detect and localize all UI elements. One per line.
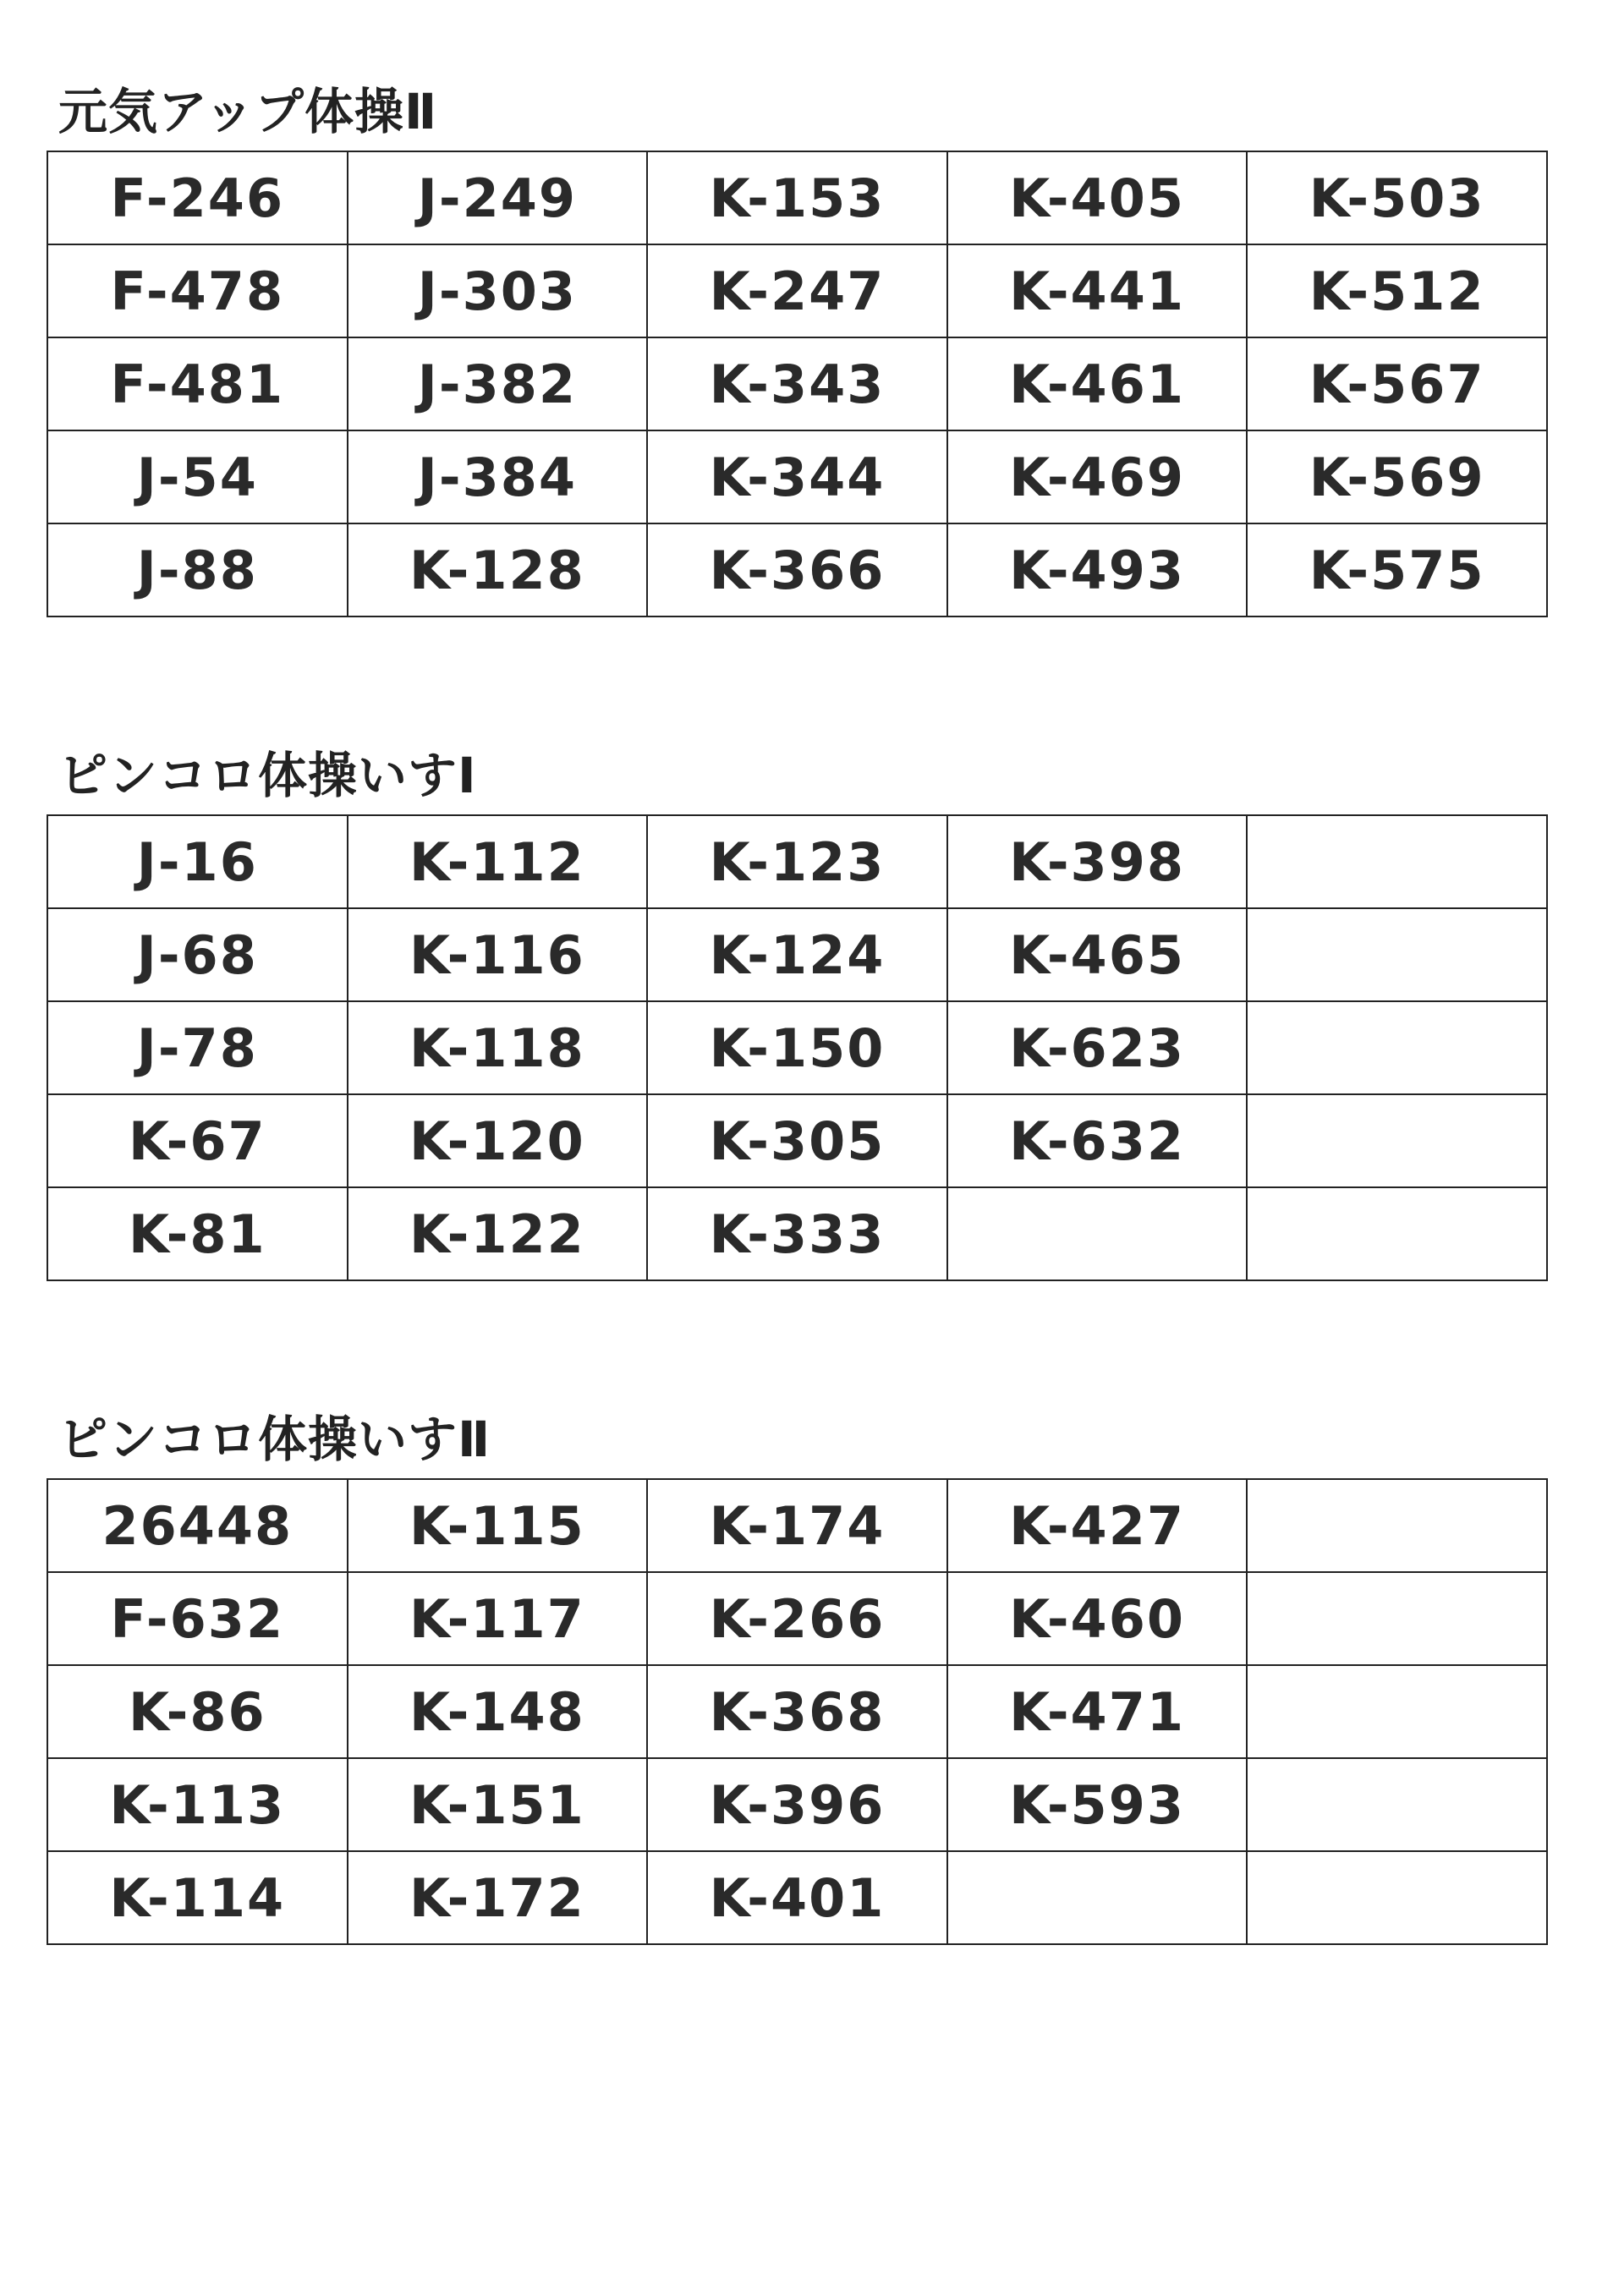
table-cell: K-114	[47, 1851, 348, 1944]
section-title: ピンコロ体操いすⅡ	[58, 1411, 491, 1468]
table-cell	[1247, 1572, 1547, 1665]
code-table	[47, 814, 1548, 1281]
table-cell: K-120	[348, 1094, 648, 1187]
table-cell: K-343	[647, 337, 947, 430]
table-cell: K-398	[947, 815, 1248, 908]
table-cell: K-247	[647, 244, 947, 337]
table-cell: K-81	[47, 1187, 348, 1280]
table-row	[47, 244, 1547, 337]
table-cell: K-632	[947, 1094, 1248, 1187]
section-title: ピンコロ体操いすⅠ	[58, 747, 477, 804]
table-cell	[1247, 1758, 1547, 1851]
table-cell	[1247, 908, 1547, 1001]
table-cell: K-266	[647, 1572, 947, 1665]
table-cell: K-113	[47, 1758, 348, 1851]
table-cell: K-623	[947, 1001, 1248, 1094]
table-cell: F-246	[47, 151, 348, 244]
table-cell: J-303	[348, 244, 648, 337]
table-cell: K-567	[1247, 337, 1547, 430]
table-row	[47, 430, 1547, 523]
table-cell: K-115	[348, 1479, 648, 1572]
table-cell: K-465	[947, 908, 1248, 1001]
table-cell: K-123	[647, 815, 947, 908]
table-cell: K-116	[348, 908, 648, 1001]
table-cell	[947, 1187, 1248, 1280]
table-cell: J-384	[348, 430, 648, 523]
table-cell: K-148	[348, 1665, 648, 1758]
table-cell: K-427	[947, 1479, 1248, 1572]
table-cell: K-67	[47, 1094, 348, 1187]
table-cell	[1247, 1094, 1547, 1187]
table-cell: J-88	[47, 523, 348, 616]
table-cell: J-249	[348, 151, 648, 244]
table-row	[47, 1001, 1547, 1094]
table-cell: K-118	[348, 1001, 648, 1094]
table-cell: J-78	[47, 1001, 348, 1094]
table-cell: K-153	[647, 151, 947, 244]
table-cell: K-405	[947, 151, 1248, 244]
table-cell: K-124	[647, 908, 947, 1001]
table-cell	[947, 1851, 1248, 1944]
table-cell: K-151	[348, 1758, 648, 1851]
table-row	[47, 151, 1547, 244]
table-row	[47, 1665, 1547, 1758]
table-cell: K-174	[647, 1479, 947, 1572]
table-cell	[1247, 1187, 1547, 1280]
table-row	[47, 1758, 1547, 1851]
table-cell: K-593	[947, 1758, 1248, 1851]
table-cell: K-441	[947, 244, 1248, 337]
table-cell: K-469	[947, 430, 1248, 523]
table-row	[47, 523, 1547, 616]
table-row	[47, 337, 1547, 430]
table-cell	[1247, 1851, 1547, 1944]
table-row	[47, 1479, 1547, 1572]
table-cell: K-150	[647, 1001, 947, 1094]
table-cell: K-401	[647, 1851, 947, 1944]
table-cell: K-305	[647, 1094, 947, 1187]
table-cell: K-512	[1247, 244, 1547, 337]
table-cell: K-471	[947, 1665, 1248, 1758]
table-cell: K-461	[947, 337, 1248, 430]
table-cell: K-493	[947, 523, 1248, 616]
table-row	[47, 908, 1547, 1001]
table-cell: K-569	[1247, 430, 1547, 523]
table-cell: K-503	[1247, 151, 1547, 244]
table-cell: K-344	[647, 430, 947, 523]
table-cell	[1247, 1001, 1547, 1094]
table-cell: J-54	[47, 430, 348, 523]
table-cell: F-632	[47, 1572, 348, 1665]
table-cell: K-122	[348, 1187, 648, 1280]
table-cell	[1247, 1479, 1547, 1572]
table-cell	[1247, 1665, 1547, 1758]
table-cell: J-16	[47, 815, 348, 908]
table-cell: 26448	[47, 1479, 348, 1572]
table-row	[47, 815, 1547, 908]
table-cell: K-366	[647, 523, 947, 616]
table-cell: K-172	[348, 1851, 648, 1944]
table-cell	[1247, 815, 1547, 908]
table-row	[47, 1094, 1547, 1187]
table-cell: K-128	[348, 523, 648, 616]
section-title: 元気アップ体操Ⅱ	[58, 83, 438, 140]
table-cell: K-368	[647, 1665, 947, 1758]
table-cell: J-382	[348, 337, 648, 430]
table-cell: F-478	[47, 244, 348, 337]
table-cell: K-86	[47, 1665, 348, 1758]
table-row	[47, 1572, 1547, 1665]
table-row	[47, 1187, 1547, 1280]
code-table	[47, 1478, 1548, 1945]
table-cell: K-575	[1247, 523, 1547, 616]
table-cell: J-68	[47, 908, 348, 1001]
table-cell: K-396	[647, 1758, 947, 1851]
table-cell: K-460	[947, 1572, 1248, 1665]
table-row	[47, 1851, 1547, 1944]
table-cell: K-333	[647, 1187, 947, 1280]
code-table	[47, 151, 1548, 617]
table-cell: K-112	[348, 815, 648, 908]
table-cell: F-481	[47, 337, 348, 430]
table-cell: K-117	[348, 1572, 648, 1665]
